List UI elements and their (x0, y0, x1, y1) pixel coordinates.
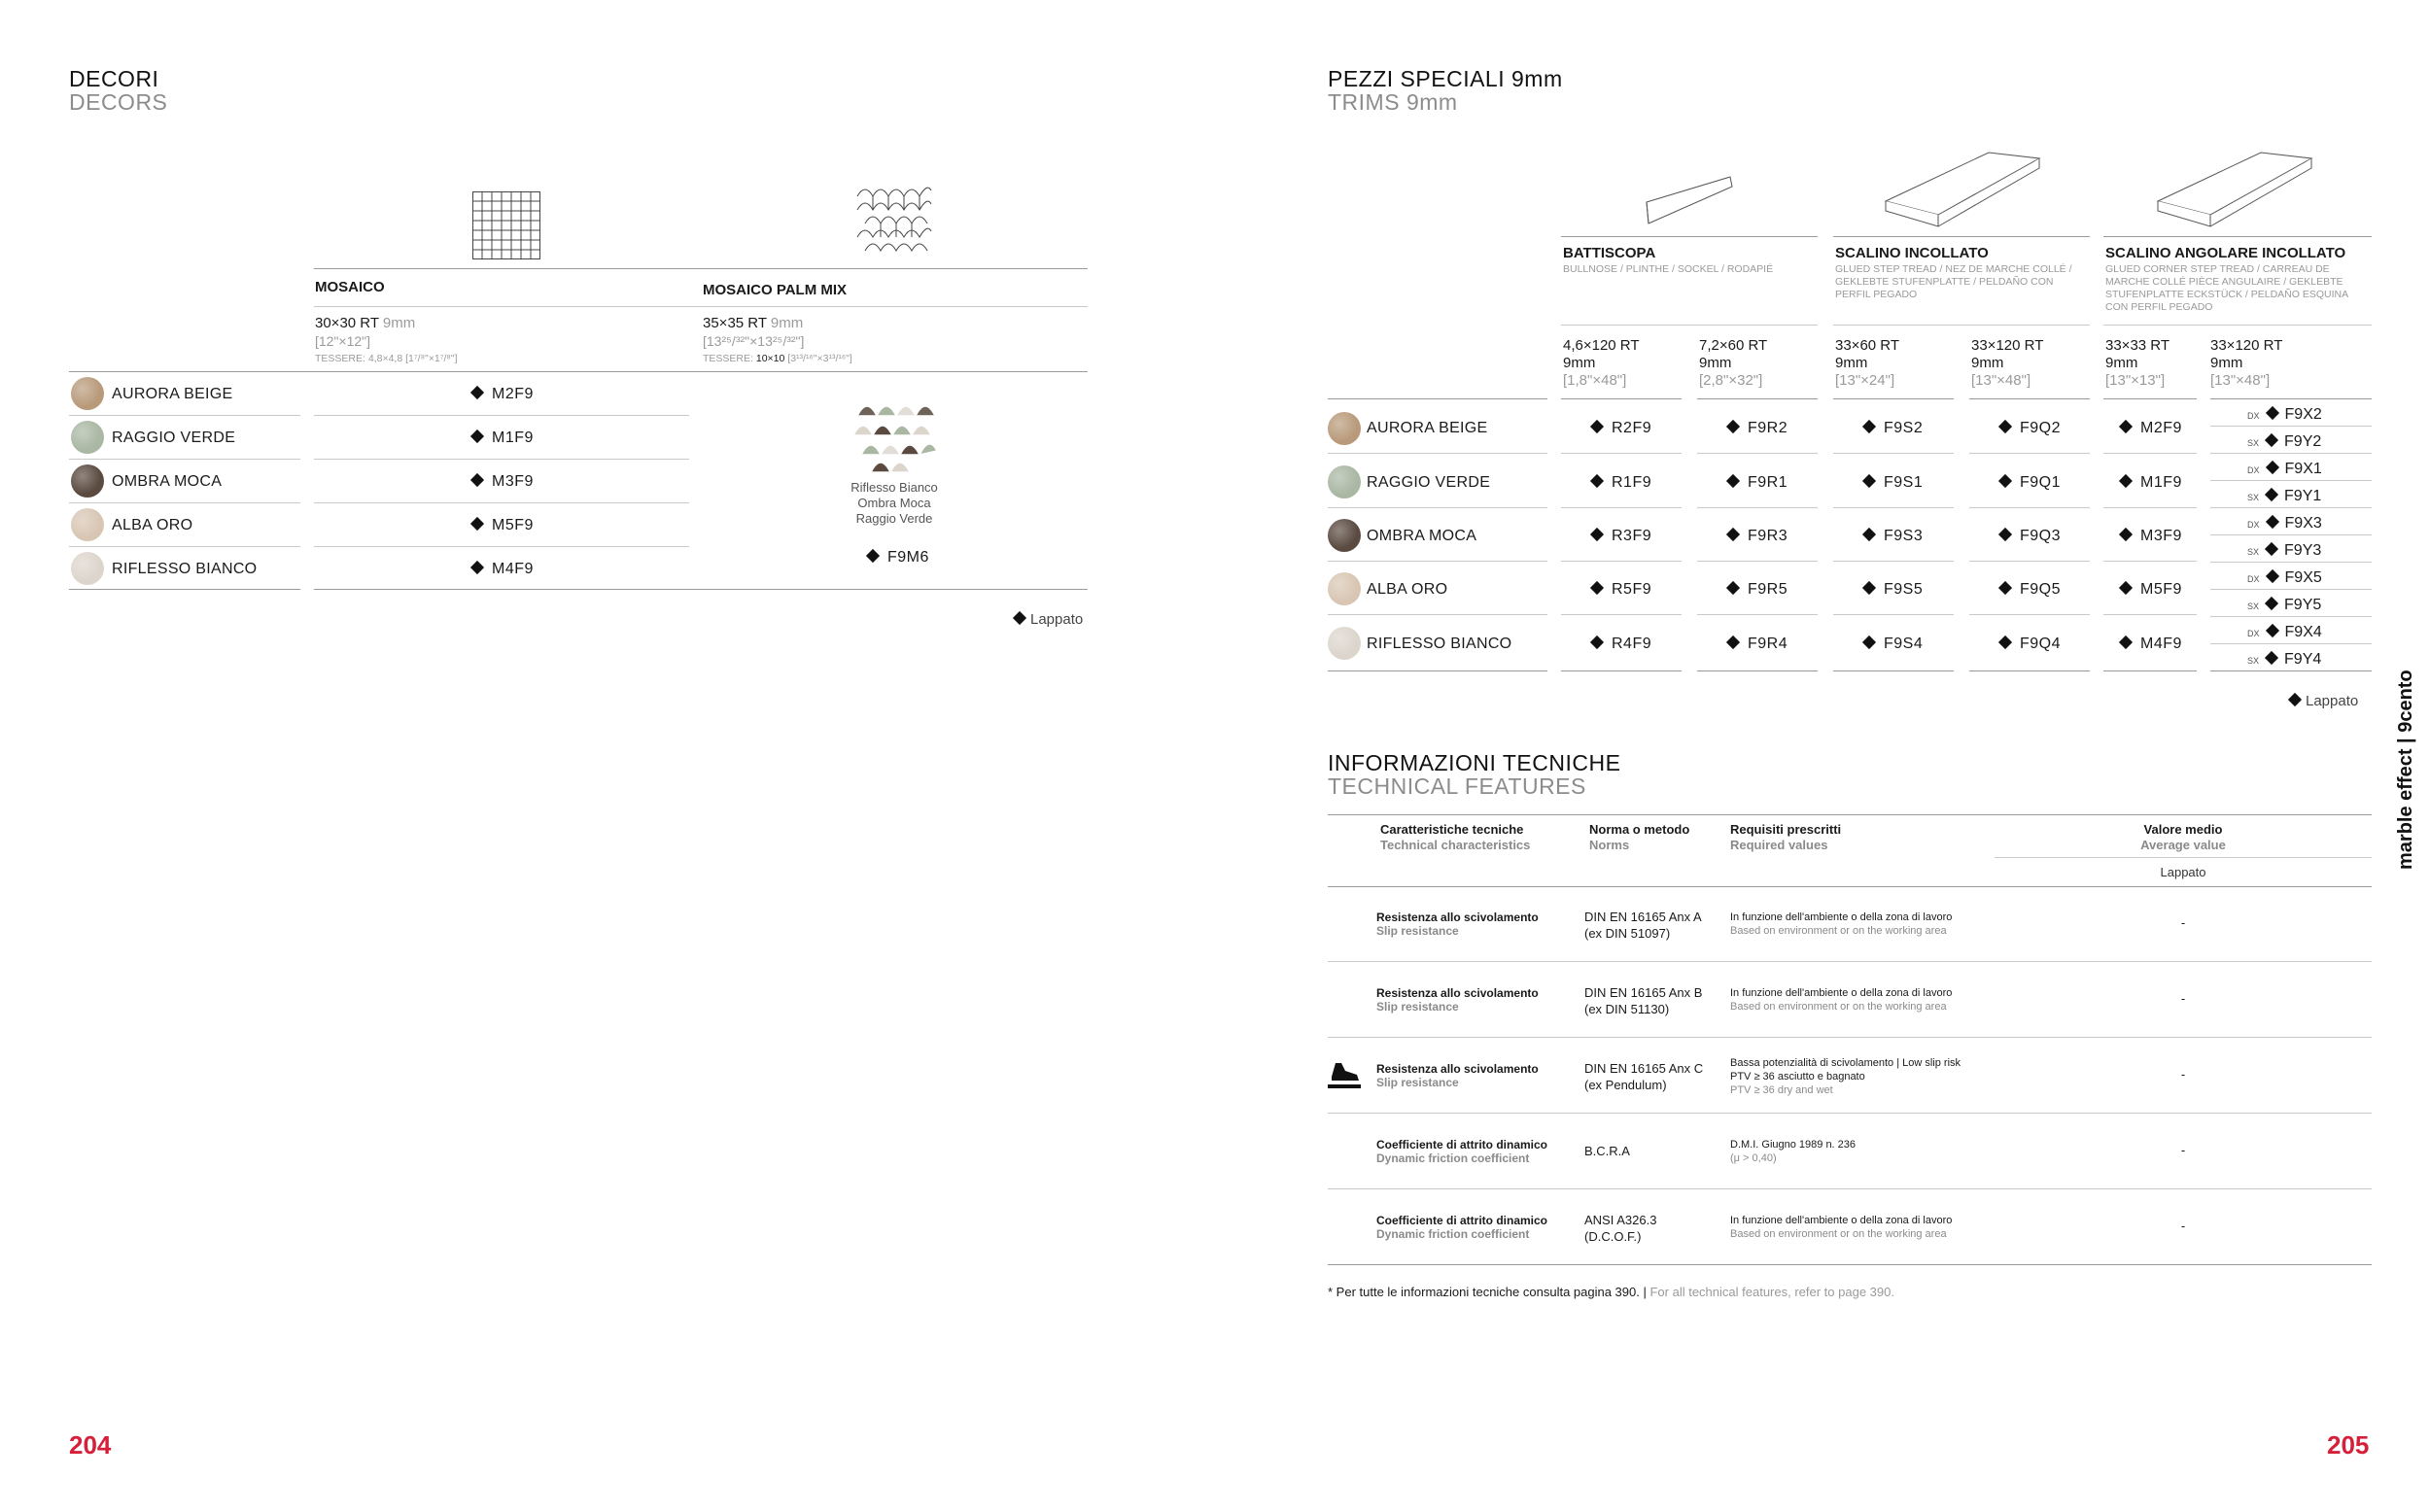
trim-code: R4F9 (1592, 636, 1651, 653)
angolare-name: SCALINO ANGOLARE INCOLLATO (2105, 245, 2346, 261)
swatch-raggio-verde (1328, 465, 1361, 498)
swatch-aurora-beige (71, 377, 104, 410)
trim-code: F9Q2 (2000, 420, 2061, 437)
trim-code: F9Q3 (2000, 528, 2061, 545)
slip-resistance-icon (1328, 1057, 1361, 1090)
trim-code: F9Q4 (2000, 636, 2061, 653)
tech-row-val: - (2180, 991, 2186, 1006)
col-format: 7,2×60 RT 9mm [2,8"×32"] (1699, 337, 1768, 389)
trim-code: F9S1 (1864, 474, 1923, 492)
palm-inch: [13²⁵/³²"×13²⁵/³²"] (703, 333, 805, 349)
trim-code: R3F9 (1592, 528, 1651, 545)
tech-h-sub: Lappato (2160, 865, 2206, 879)
row-label: RIFLESSO BIANCO (112, 561, 258, 577)
mosaico-name: MOSAICO (315, 279, 385, 295)
trim-code: R1F9 (1592, 474, 1651, 492)
row-label: RIFLESSO BIANCO (1367, 636, 1512, 652)
tech-row-norm: ANSI A326.3 (D.C.O.F.) (1584, 1213, 1657, 1244)
trim-code: F9R2 (1728, 420, 1788, 437)
trim-code: F9S2 (1864, 420, 1923, 437)
palm-size: 35×35 RT 9mm (703, 315, 804, 331)
trim-code: F9S4 (1864, 636, 1923, 653)
tech-row-char: Resistenza allo scivolamento Slip resistance (1376, 986, 1539, 1014)
row-label: OMBRA MOCA (1367, 528, 1477, 544)
swatch-riflesso-bianco (71, 552, 104, 585)
tech-row-req: D.M.I. Giugno 1989 n. 236 (μ > 0,40) (1730, 1139, 1857, 1164)
swatch-aurora-beige (1328, 412, 1361, 445)
tech-h-req: Requisiti prescritti Required values (1730, 822, 1842, 852)
swatch-riflesso-bianco (1328, 627, 1361, 660)
tech-row-norm: DIN EN 16165 Anx A (ex DIN 51097) (1584, 910, 1702, 941)
tech-title: INFORMAZIONI TECNICHE (1328, 750, 1621, 775)
battiscopa-name: BATTISCOPA (1563, 245, 1656, 261)
tech-row-val: - (2180, 1219, 2186, 1233)
scalino-icon (1882, 151, 2043, 230)
row-label: RAGGIO VERDE (1367, 474, 1491, 491)
mosaico-grid-icon (472, 191, 540, 259)
swatch-raggio-verde (71, 421, 104, 454)
tech-row-char: Resistenza allo scivolamento Slip resistance (1376, 911, 1539, 938)
trims-legend: Lappato (2290, 693, 2358, 709)
decori-title: DECORI (69, 66, 159, 91)
trim-code: M2F9 (2121, 420, 2182, 437)
tech-row-req: Bassa potenzialità di scivolamento | Low slip risk PTV ≥ 36 asciutto e bagnato PTV ≥ 36 dry and wet (1730, 1057, 1961, 1096)
palm-mix-swatch (853, 396, 937, 474)
col-format: 33×60 RT 9mm [13"×24"] (1835, 337, 1900, 389)
palm-name: MOSAICO PALM MIX (703, 282, 848, 298)
scalino-sub: GLUED STEP TREAD / NEZ DE MARCHE COLLÉ / GEKLEBTE STUFENPLATTE / PELDAÑO CON PERFIL PEGADO (1835, 263, 2072, 301)
row-label: AURORA BEIGE (1367, 420, 1488, 436)
tech-row-val: - (2180, 1067, 2186, 1082)
row-label: RAGGIO VERDE (112, 430, 236, 446)
page-number-left: 204 (69, 1430, 112, 1460)
trim-code: F9R1 (1728, 474, 1788, 492)
palm-scale-icon (855, 181, 933, 258)
mosaico-code: M2F9 (472, 386, 534, 403)
row-label: ALBA ORO (112, 517, 193, 533)
col-format: 33×120 RT 9mm [13"×48"] (1971, 337, 2044, 389)
tech-footnote: * Per tutte le informazioni tecniche consulta pagina 390. | For all technical features, refer to page 390. (1328, 1285, 1894, 1299)
scalino-name: SCALINO INCOLLATO (1835, 245, 1989, 261)
decori-subtitle: DECORS (69, 89, 168, 115)
trim-code: M4F9 (2121, 636, 2182, 653)
trims-subtitle: TRIMS 9mm (1328, 89, 1458, 115)
trim-code: F9R4 (1728, 636, 1788, 653)
mosaico-code: M1F9 (472, 430, 534, 447)
swatch-ombra-moca (1328, 519, 1361, 552)
trim-code: M1F9 (2121, 474, 2182, 492)
tech-h-val: Valore medio Average value (2140, 822, 2226, 852)
mosaico-size: 30×30 RT 9mm (315, 315, 416, 331)
trim-code: M3F9 (2121, 528, 2182, 545)
mosaico-code: M4F9 (472, 561, 534, 578)
mosaico-inch: [12"×12"] (315, 333, 371, 349)
tech-row-req: In funzione dell'ambiente o della zona di lavoro Based on environment or on the working area (1730, 987, 1953, 1013)
tech-row-norm: B.C.R.A (1584, 1144, 1630, 1158)
row-label: AURORA BEIGE (112, 386, 233, 402)
page-number-right: 205 (2327, 1430, 2370, 1460)
trim-code: F9Q5 (2000, 581, 2061, 599)
angolare-sub: GLUED CORNER STEP TREAD / CARREAU DE MARCHE COLLÉ PIÈCE ANGULAIRE / GEKLEBTE STUFENPLATTE ECKSTÜCK / PELDAÑO ESQUINA CON PERFIL PEGADO (2105, 263, 2348, 314)
col-format: 33×33 RT 9mm [13"×13"] (2105, 337, 2170, 389)
tech-row-char: Coefficiente di attrito dinamico Dynamic friction coefficient (1376, 1214, 1548, 1241)
battiscopa-sub: BULLNOSE / PLINTHE / SOCKEL / RODAPIÉ (1563, 263, 1774, 275)
tech-row-char: Resistenza allo scivolamento Slip resistance (1376, 1062, 1539, 1089)
col-format: 33×120 RT 9mm [13"×48"] (2210, 337, 2283, 389)
trim-code: M5F9 (2121, 581, 2182, 599)
row-label: ALBA ORO (1367, 581, 1448, 598)
trim-code: F9Q1 (2000, 474, 2061, 492)
trim-code: R5F9 (1592, 581, 1651, 599)
trim-code: F9R5 (1728, 581, 1788, 599)
palm-code: F9M6 (868, 549, 929, 567)
decori-header-rule (69, 371, 1088, 372)
battiscopa-icon (1643, 173, 1736, 229)
col-format: 4,6×120 RT 9mm [1,8"×48"] (1563, 337, 1640, 389)
tech-subtitle: TECHNICAL FEATURES (1328, 773, 1586, 799)
decori-top-rule (314, 268, 1088, 269)
trim-code: F9S5 (1864, 581, 1923, 599)
trim-code: R2F9 (1592, 420, 1651, 437)
swatch-alba-oro (1328, 572, 1361, 605)
decori-legend: Lappato (1015, 611, 1083, 628)
swatch-ombra-moca (71, 464, 104, 498)
mosaico-code: M3F9 (472, 473, 534, 491)
tech-h-char: Caratteristiche tecniche Technical characteristics (1380, 822, 1531, 852)
tech-row-req: In funzione dell'ambiente o della zona di lavoro Based on environment or on the working area (1730, 911, 1953, 937)
mosaico-code: M5F9 (472, 517, 534, 534)
decori-name-rule (314, 306, 1088, 307)
trims-title: PEZZI SPECIALI 9mm (1328, 66, 1563, 91)
palm-mix-list: Riflesso Bianco Ombra Moca Raggio Verde (850, 480, 938, 526)
tech-row-req: In funzione dell'ambiente o della zona di lavoro Based on environment or on the working area (1730, 1215, 1953, 1240)
scalino-angolare-icon (2154, 151, 2315, 230)
tech-row-norm: DIN EN 16165 Anx B (ex DIN 51130) (1584, 985, 1703, 1016)
tech-row-norm: DIN EN 16165 Anx C (ex Pendulum) (1584, 1061, 1704, 1092)
trim-code: F9S3 (1864, 528, 1923, 545)
swatch-alba-oro (71, 508, 104, 541)
trim-code: F9R3 (1728, 528, 1788, 545)
mosaico-tessere: TESSERE: 4,8×4,8 [1⁷/⁸"×1⁷/⁸"] (315, 353, 458, 364)
row-label: OMBRA MOCA (112, 473, 223, 490)
palm-tessere: TESSERE: 10×10 [3¹³/¹⁶"×3¹³/¹⁶"] (703, 353, 852, 364)
tech-row-char: Coefficiente di attrito dinamico Dynamic friction coefficient (1376, 1138, 1548, 1165)
tech-row-val: - (2180, 1143, 2186, 1157)
tech-row-val: - (2180, 915, 2186, 930)
side-label: marble effect | 9cento (2395, 670, 2416, 870)
tech-h-norm: Norma o metodo Norms (1589, 822, 1690, 852)
